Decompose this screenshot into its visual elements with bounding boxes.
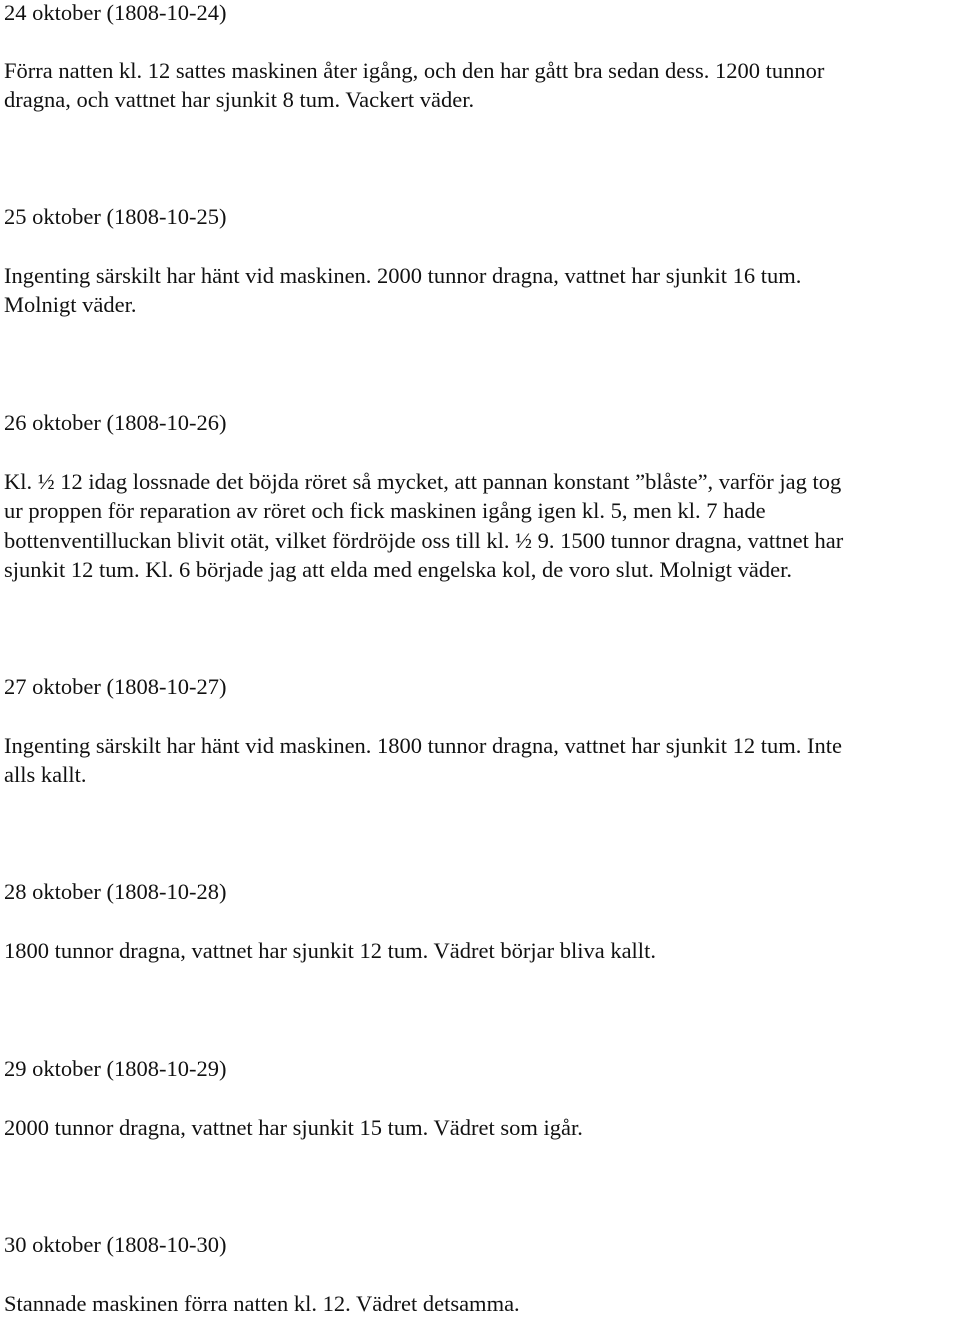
- entry-text-1: [4, 56, 960, 115]
- entry-text-4: [4, 731, 960, 790]
- entry-line: Förra natten kl. 12 sattes maskinen åter igång, och den har gått bra sedan dess. 1200 tunnor: [4, 58, 825, 83]
- entry-line: Ingenting särskilt har hänt vid maskinen. 2000 tunnor dragna, vattnet har sjunkit 16 tum.: [4, 263, 802, 288]
- entry-line: 2000 tunnor dragna, vattnet har sjunkit 15 tum. Vädret som igår.: [4, 1115, 583, 1140]
- entry-date-4: 27 oktober (1808-10-27): [4, 674, 227, 699]
- entry-date-7: 30 oktober (1808-10-30): [4, 1232, 227, 1257]
- entry-date-5: 28 oktober (1808-10-28): [4, 879, 227, 904]
- entry-line: Molnigt väder.: [4, 292, 137, 318]
- entry-line: Kl. ½ 12 idag lossnade det böjda röret så mycket, att pannan konstant ”blåste”, varför jag tog: [4, 469, 842, 494]
- entry-text-2: [4, 261, 960, 320]
- entry-date-1: 24 oktober (1808-10-24): [4, 0, 227, 25]
- entry-line: bottenventilluckan blivit otät, vilket fördröjde oss till kl. ½ 9. 1500 tunnor dragna, vattnet har: [4, 527, 844, 553]
- entry-text-6: [4, 1113, 960, 1142]
- entry-line: sjunkit 12 tum. Kl. 6 började jag att elda med engelska kol, de voro slut. Molnigt väder.: [4, 557, 792, 583]
- entry-text-7: [4, 1289, 960, 1318]
- entry-text-5: [4, 936, 960, 965]
- entry-date-6: 29 oktober (1808-10-29): [4, 1056, 227, 1081]
- entry-date-2: 25 oktober (1808-10-25): [4, 204, 227, 229]
- entry-text-3: [4, 467, 960, 585]
- entry-line: Ingenting särskilt har hänt vid maskinen. 1800 tunnor dragna, vattnet har sjunkit 12 tum. Inte: [4, 733, 842, 758]
- entry-line: alls kallt.: [4, 762, 87, 788]
- entry-line: ur proppen för reparation av röret och fick maskinen igång igen kl. 5, men kl. 7 hade: [4, 498, 766, 524]
- entry-line: dragna, och vattnet har sjunkit 8 tum. Vackert väder.: [4, 87, 475, 113]
- entry-date-3: 26 oktober (1808-10-26): [4, 410, 227, 435]
- entry-line: Stannade maskinen förra natten kl. 12. Vädret detsamma.: [4, 1291, 520, 1316]
- entry-line: 1800 tunnor dragna, vattnet har sjunkit 12 tum. Vädret börjar bliva kallt.: [4, 938, 656, 963]
